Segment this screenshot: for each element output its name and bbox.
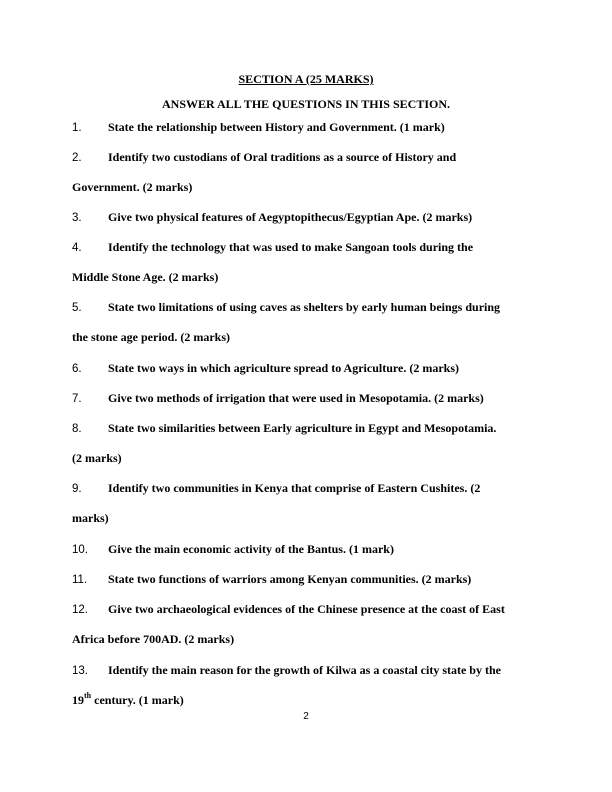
question-8-continuation: (2 marks) (72, 451, 122, 465)
question-8 (72, 421, 542, 436)
question-text: Identify the main reason for the growth of Kilwa as a coastal city state by the (108, 663, 501, 677)
question-12 (72, 602, 542, 617)
question-text: State the relationship between History and Government. (1 mark) (108, 120, 445, 134)
question-2 (72, 150, 542, 165)
question-10 (72, 542, 542, 557)
question-number: 12. (72, 604, 88, 616)
question-number: 7. (72, 393, 82, 405)
question-3 (72, 210, 542, 225)
page-number: 2 (303, 711, 309, 722)
question-text: Give the main economic activity of the Bantus. (1 mark) (108, 542, 394, 556)
question-5-continuation: the stone age period. (2 marks) (72, 330, 230, 344)
question-number: 10. (72, 544, 88, 556)
question-13 (72, 663, 542, 678)
question-4-continuation: Middle Stone Age. (2 marks) (72, 270, 219, 284)
instruction-heading: ANSWER ALL THE QUESTIONS IN THIS SECTION. (162, 97, 450, 111)
question-6 (72, 361, 542, 376)
question-text: State two ways in which agriculture spread to Agriculture. (2 marks) (108, 361, 459, 375)
question-text: Give two physical features of Aegyptopithecus/Egyptian Ape. (2 marks) (108, 210, 473, 224)
question-11 (72, 572, 542, 587)
question-number: 8. (72, 423, 82, 435)
question-5 (72, 300, 542, 315)
question-4 (72, 240, 542, 255)
question-1 (72, 120, 542, 135)
question-number: 6. (72, 363, 82, 375)
question-number: 2. (72, 152, 82, 164)
question-number: 11. (72, 574, 88, 586)
question-text: Identify two custodians of Oral traditions as a source of History and (108, 150, 457, 164)
question-number: 3. (72, 212, 82, 224)
question-text: Identify two communities in Kenya that comprise of Eastern Cushites. (2 (108, 481, 481, 495)
ordinal-suffix: th (84, 691, 92, 700)
century-number: 19 (72, 693, 84, 707)
question-12-continuation: Africa before 700AD. (2 marks) (72, 632, 235, 646)
question-text: Give two methods of irrigation that were used in Mesopotamia. (2 marks) (108, 391, 484, 405)
question-text: Identify the technology that was used to make Sangoan tools during the (108, 240, 474, 254)
question-13-continuation (72, 693, 542, 707)
question-2-continuation: Government. (2 marks) (72, 180, 193, 194)
question-number: 9. (72, 483, 82, 495)
question-7 (72, 391, 542, 406)
section-title: SECTION A (25 MARKS) (238, 72, 374, 86)
question-text: Give two archaeological evidences of the Chinese presence at the coast of East (108, 602, 505, 616)
question-text: State two limitations of using caves as shelters by early human beings during (108, 300, 501, 314)
question-text: century. (1 mark) (91, 693, 184, 707)
question-number: 1. (72, 122, 82, 134)
question-9 (72, 481, 542, 496)
question-number: 4. (72, 242, 82, 254)
question-number: 5. (72, 302, 82, 314)
question-number: 13. (72, 665, 88, 677)
question-text: State two similarities between Early agriculture in Egypt and Mesopotamia. (108, 421, 497, 435)
question-text: State two functions of warriors among Kenyan communities. (2 marks) (108, 572, 472, 586)
question-9-continuation: marks) (72, 511, 109, 525)
